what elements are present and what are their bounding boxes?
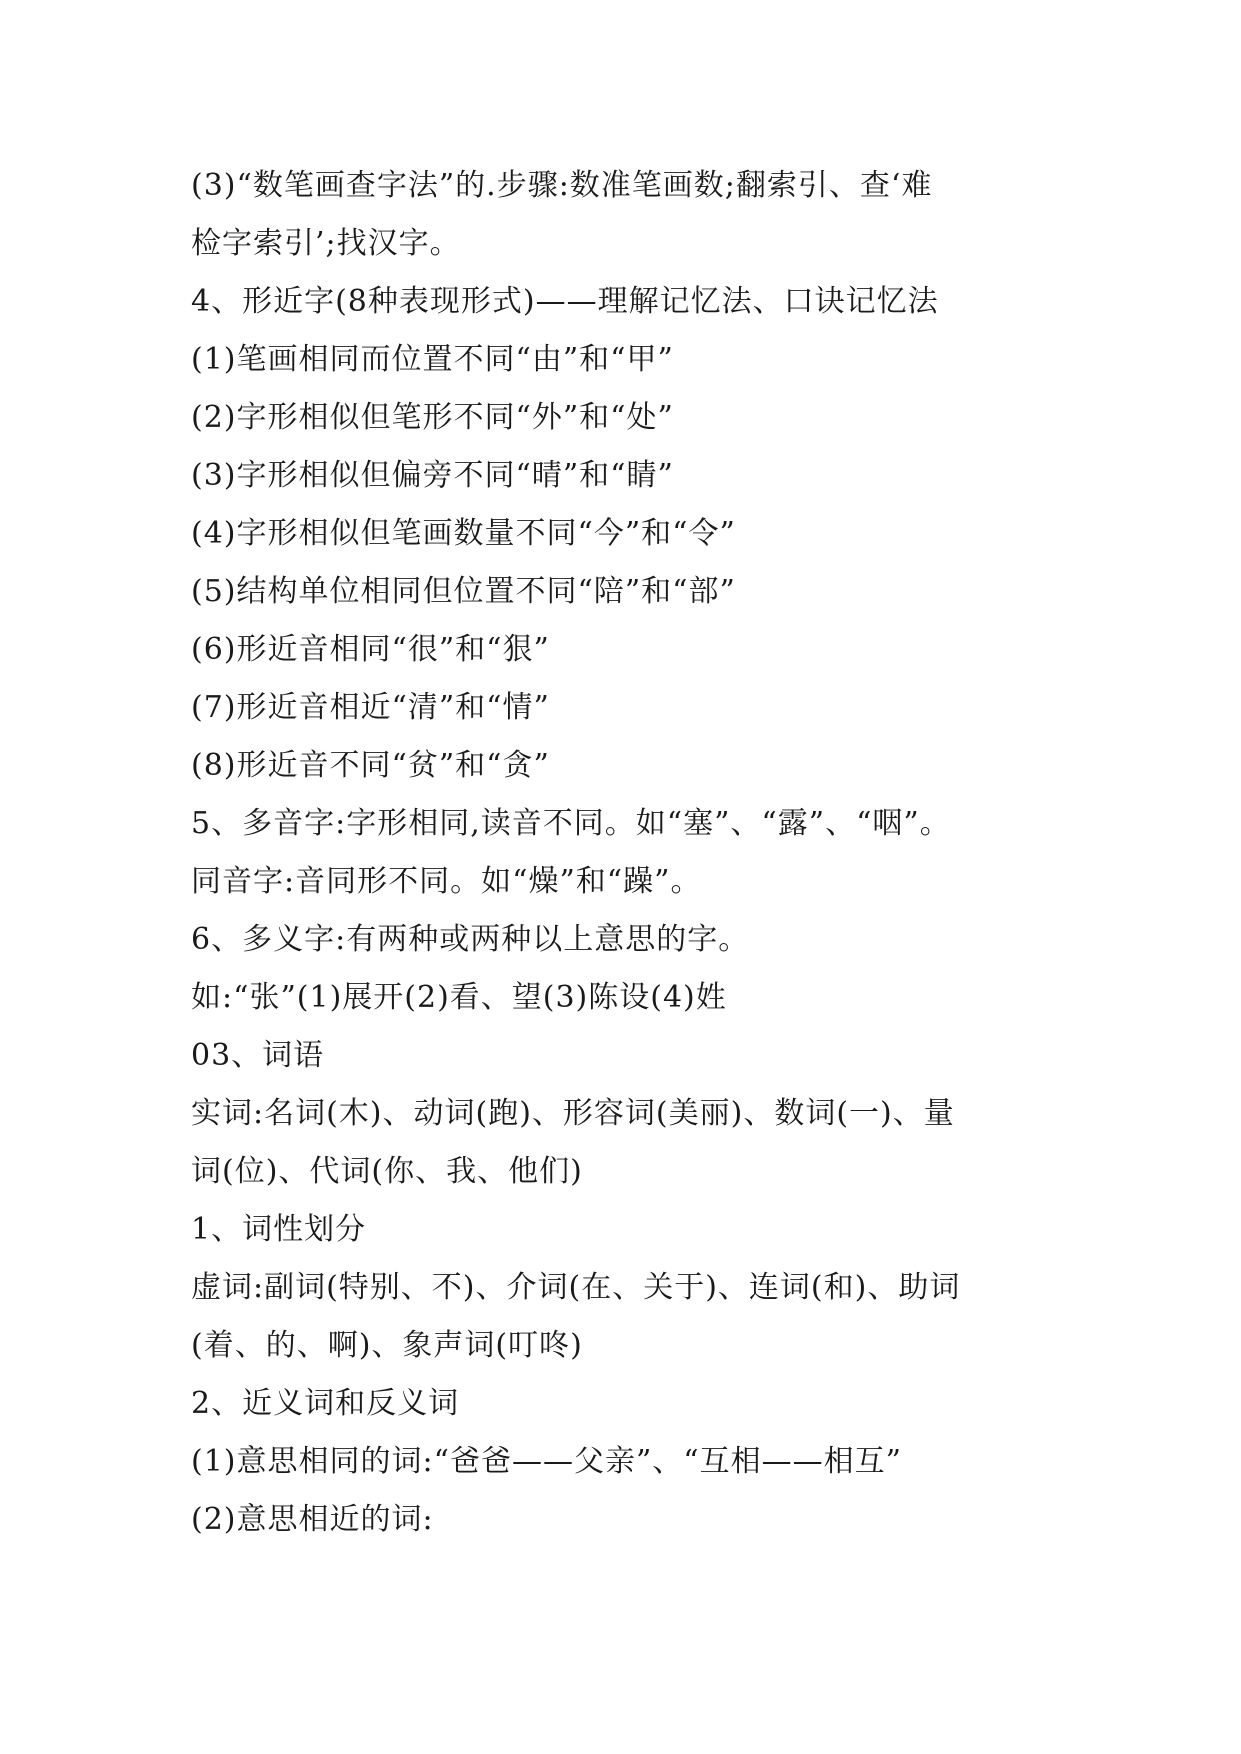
text-line: 虚词:副词(特别、不)、介词(在、关于)、连词(和)、助词 <box>191 1270 961 1305</box>
text-line: 检字索引’;找汉字。 <box>191 226 461 261</box>
list-item: (2)字形相似但笔形不同“外”和“处” <box>191 400 674 435</box>
section-heading: 1、词性划分 <box>191 1212 367 1247</box>
list-item: (2)意思相近的词: <box>191 1502 434 1537</box>
list-item: (8)形近音不同“贫”和“贪” <box>191 748 550 783</box>
text-line: (着、的、啊)、象声词(叮咚) <box>191 1328 583 1363</box>
text-line: 实词:名词(木)、动词(跑)、形容词(美丽)、数词(一)、量 <box>191 1096 955 1131</box>
section-heading: 4、形近字(8种表现形式)——理解记忆法、口诀记忆法 <box>191 284 939 319</box>
section-heading: 5、多音字:字形相同,读音不同。如“塞”、“露”、“咽”。 <box>191 806 951 841</box>
document-body <box>191 157 1091 1549</box>
section-heading: 6、多义字:有两种或两种以上意思的字。 <box>191 922 750 957</box>
text-line: (3)“数笔画查字法”的.步骤:数准笔画数;翻索引、查‘难 <box>191 168 933 203</box>
section-heading: 2、近义词和反义词 <box>191 1386 460 1421</box>
text-line: 如:“张”(1)展开(2)看、望(3)陈设(4)姓 <box>191 980 727 1015</box>
text-line: 同音字:音同形不同。如“燥”和“躁”。 <box>191 864 702 899</box>
text-line: 词(位)、代词(你、我、他们) <box>191 1154 583 1189</box>
list-item: (4)字形相似但笔画数量不同“今”和“令” <box>191 516 736 551</box>
list-item: (5)结构单位相同但位置不同“陪”和“部” <box>191 574 736 609</box>
list-item: (1)意思相同的词:“爸爸——父亲”、“互相——相互” <box>191 1444 902 1479</box>
list-item: (7)形近音相近“清”和“情” <box>191 690 550 725</box>
section-heading: 03、词语 <box>191 1038 325 1073</box>
list-item: (6)形近音相同“很”和“狠” <box>191 632 550 667</box>
list-item: (1)笔画相同而位置不同“由”和“甲” <box>191 342 674 377</box>
list-item: (3)字形相似但偏旁不同“晴”和“睛” <box>191 458 674 493</box>
